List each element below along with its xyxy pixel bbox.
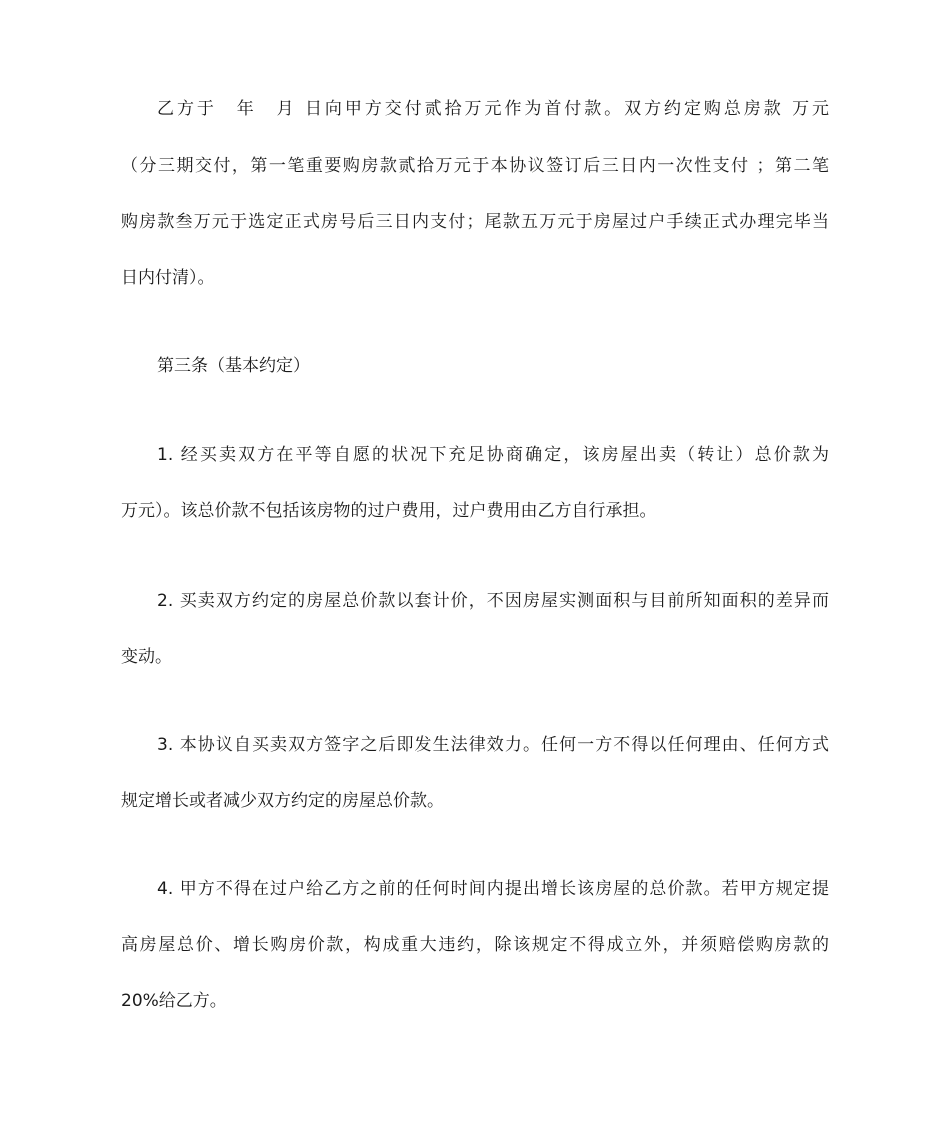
item2-line2: 变动。 <box>121 647 172 667</box>
para1-line2: （分三期交付，第一笔重要购房款贰拾万元于本协议签订后三日内一次性支付 ；第二笔 <box>121 156 829 176</box>
item4-line1: 4. 甲方不得在过户给乙方之前的任何时间内提出增长该房屋的总价款。若甲方规定提 <box>157 879 829 899</box>
item1-line2: 万元）。该总价款不包括该房物的过户费用，过户费用由乙方自行承担。 <box>121 501 657 521</box>
para1-line1-end: 万元 <box>792 99 830 119</box>
article3-heading: 第三条（基本约定） <box>157 356 310 376</box>
item2-line1: 2. 买卖双方约定的房屋总价款以套计价，不因房屋实测面积与目前所知面积的差异而 <box>157 591 829 611</box>
para1-line1 <box>157 99 829 119</box>
item4-line3: 20%给乙方。 <box>121 991 227 1011</box>
item1-line1: 1. 经买卖双方在平等自愿的状况下充足协商确定，该房屋出卖（转让）总价款为 <box>157 445 829 465</box>
item4-line2: 高房屋总价、增长购房价款，构成重大违约，除该规定不得成立外，并须赔偿购房款的 <box>121 935 829 955</box>
para1-line4: 日内付清）。 <box>121 268 215 288</box>
para1-line3: 购房款叁万元于选定正式房号后三日内支付；尾款五万元于房屋过户手续正式办理完毕当 <box>121 212 829 232</box>
item3-line1: 3. 本协议自买卖双方签字之后即发生法律效力。任何一方不得以任何理由、任何方式 <box>157 735 829 755</box>
item3-line2: 规定增长或者减少双方约定的房屋总价款。 <box>121 791 444 811</box>
para1-line1-start: 乙方于 年 月 日向甲方交付贰拾万元作为首付款。双方约定购总房款 <box>157 99 784 119</box>
